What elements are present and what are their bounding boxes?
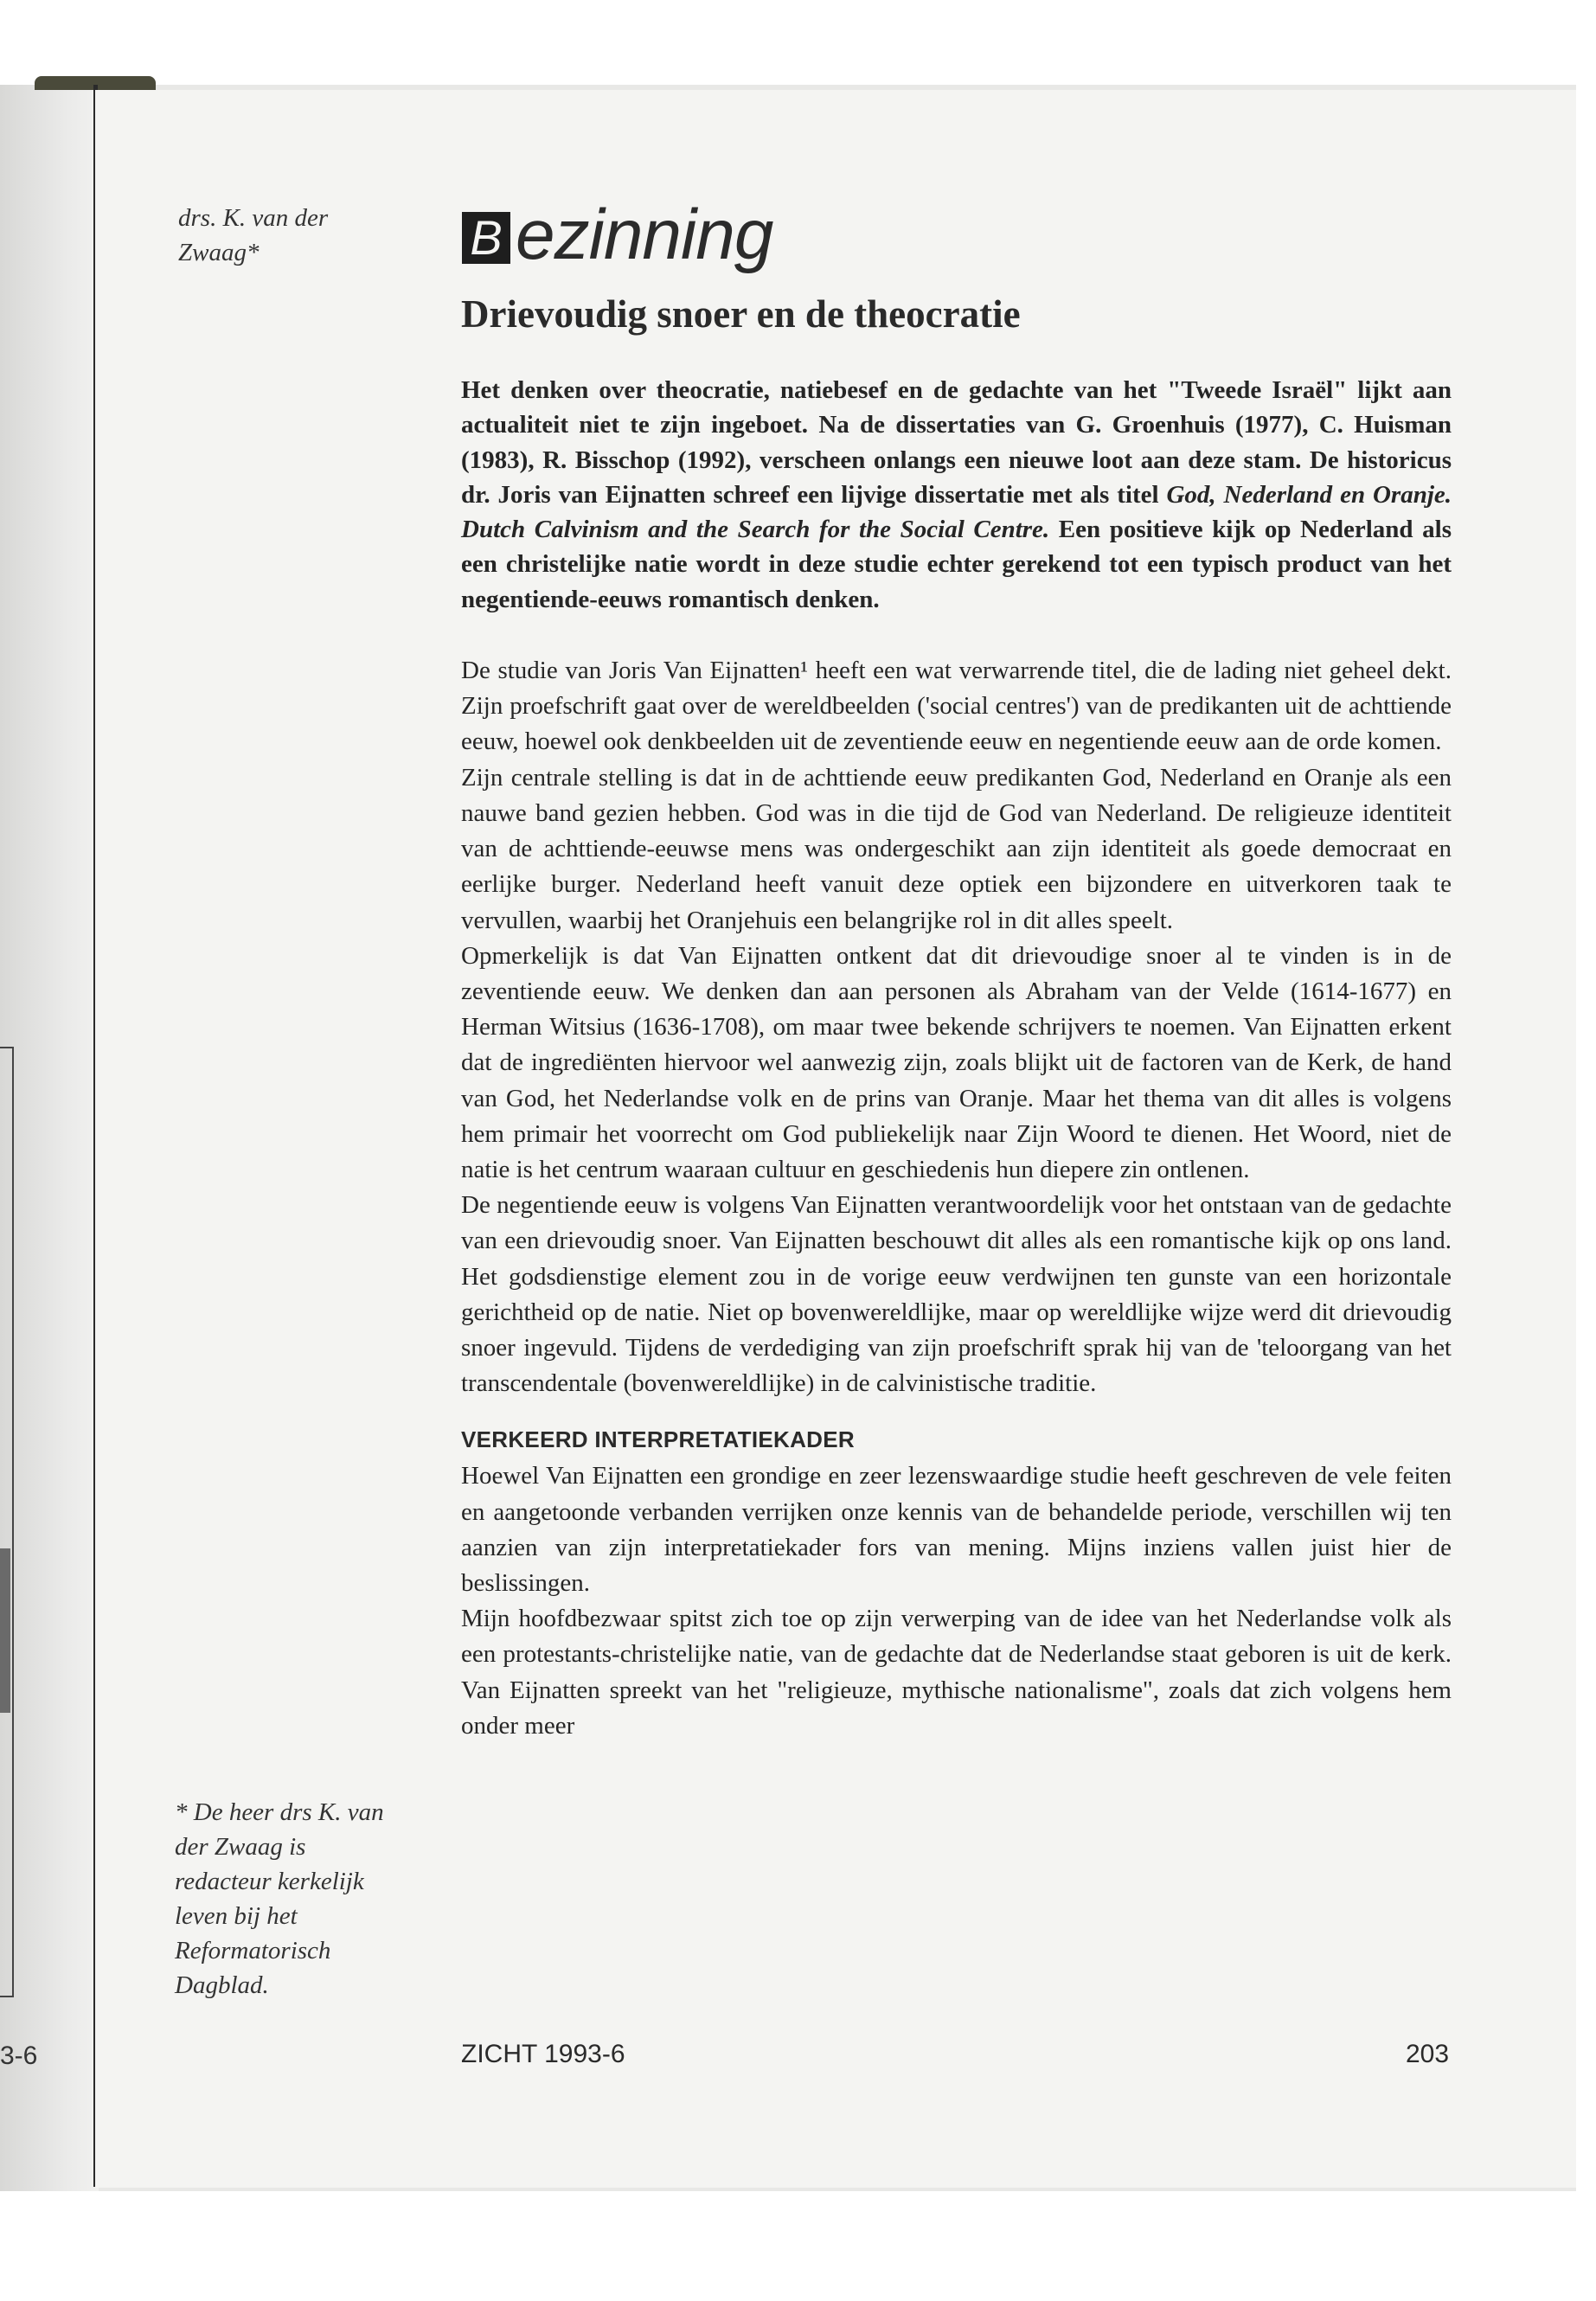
body-paragraph: Opmerkelijk is dat Van Eijnatten ontkent dat dit drievoudige snoer al te vinden is in de zeventiende eeuw. We denken dan aan personen als Abraham van der Velde (1614-1677) en Herman Witsius (1636-1708), om maar twee bekende schrijvers te noemen. Van Eijnatten erkent dat de ingrediënten hiervoor wel aanwezig zijn, zoals blijkt uit de factoren van de Kerk, de hand van God, het Nederlandse volk en de prins van Oranje. Maar het thema van dit alles is volgens hem primair het voorrecht om God publiekelijk naar Zijn Woord te dienen. Het Woord, niet de natie is het centrum waaraan cultuur en geschiedenis hun diepere zin ontlenen. (461, 941, 1452, 1183)
author-footnote: * De heer drs K. van der Zwaag is redacteur kerkelijk leven bij het Reformatorisch Dagblad. (175, 1798, 384, 1999)
article-title: Drievoudig snoer en de theocratie (461, 292, 1021, 336)
book-title: God, Nederland en Oranje. Dutch Calvinism and the Search for the Social Centre. (461, 480, 1452, 544)
article (461, 290, 1452, 1744)
body-paragraph: De studie van Joris Van Eijnatten¹ heeft een wat verwarrende titel, die de lading niet geheel dekt. Zijn proefschrift gaat over de wereldbeelden ('social centres') van de predikanten uit de achttiende eeuw, hoewel ook denkbeelden uit de zeventiende eeuw en negentiende eeuw aan de orde komen. (461, 657, 1452, 756)
body-paragraph: De negentiende eeuw is volgens Van Eijnatten verantwoordelijk voor het ontstaan van de gedachte van een drievoudig snoer. Van Eijnatten beschouwt dit alles als een romantische kijk op ons land. Het godsdienstige element zou in de vorige eeuw verdwijnen ten gunste van een horizontale gerichtheid op de natie. Niet op bovenwereldlijke, maar op wereldlijke wijze werd dit drievoudig snoer ingevuld. Tijdens de verdediging van zijn proefschrift sprak hij van de 'teloorgang van het transcendentale (bovenwereldlijke) in de calvinistische traditie. (461, 1191, 1452, 1398)
footer-journal: ZICHT 1993-6 (461, 2040, 625, 2068)
lead-text-2: Een positieve kijk op Nederland als een christelijke natie wordt in deze studie echter gerekend tot een typisch product van het negentiende-eeuws romantisch denken. (461, 516, 1452, 613)
section-initial-badge: B (462, 212, 510, 264)
section-heading-text: ezinning (516, 195, 773, 274)
body-paragraph: Mijn hoofdbezwaar spitst zich toe op zijn verwerping van de idee van het Nederlandse volk als een protestants-christelijke natie, van de gedachte dat de Nederlandse staat geboren is uit de kerk. Van Eijnatten spreekt van het "religieuze, mythische nationalisme", zoals dat zich volgens hem onder meer (461, 1605, 1452, 1740)
article-body (461, 653, 1452, 1744)
body-paragraph: Zijn centrale stelling is dat in de achttiende eeuw predikanten God, Nederland en Oranje als een nauwe band gezien hebben. God was in die tijd de God van Nederland. De religieuze identiteit van de achttiende-eeuwse mens was ondergeschikt aan zijn identiteit als goede democraat en eerlijke burger. Nederland heeft vanuit deze optiek een bijzondere en uitverkoren taak te vervullen, waarbij het Oranjehuis een belangrijke rol in dit alles speelt. (461, 763, 1452, 934)
book-spine (0, 85, 99, 2191)
lead-text-1: Het denken over theocratie, natiebesef en de gedachte van het "Tweede Israël" lijkt aan actualiteit niet te zijn ingeboet. Na de dissertaties van G. Groenhuis (1977), C. Huisman (1983), R. Bisschop (1992), verscheen onlangs een nieuwe loot aan deze stam. De historicus dr. Joris van Eijnatten schreef een lijvige dissertatie met als titel (461, 376, 1452, 509)
previous-page-image-edge (0, 1548, 10, 1713)
body-paragraph: Hoewel Van Eijnatten een grondige en zeer lezenswaardige studie heeft geschreven de vele feiten en aangetoonde verbanden verrijken onze kennis van de behandelde periode, verschillen wij ten aanzien van zijn interpretatiekader fors van mening. Mijns inziens vallen juist hier de beslissingen. (461, 1462, 1452, 1597)
previous-page-number: 3-6 (0, 2041, 38, 2070)
section-heading (462, 195, 772, 272)
previous-page-frame (0, 1047, 14, 1997)
subheading: VERKEERD INTERPRETATIEKADER (461, 1426, 855, 1453)
author-byline: drs. K. van der Zwaag* (178, 204, 329, 266)
footer-page-number: 203 (1406, 2040, 1450, 2068)
lead-paragraph (461, 373, 1452, 617)
